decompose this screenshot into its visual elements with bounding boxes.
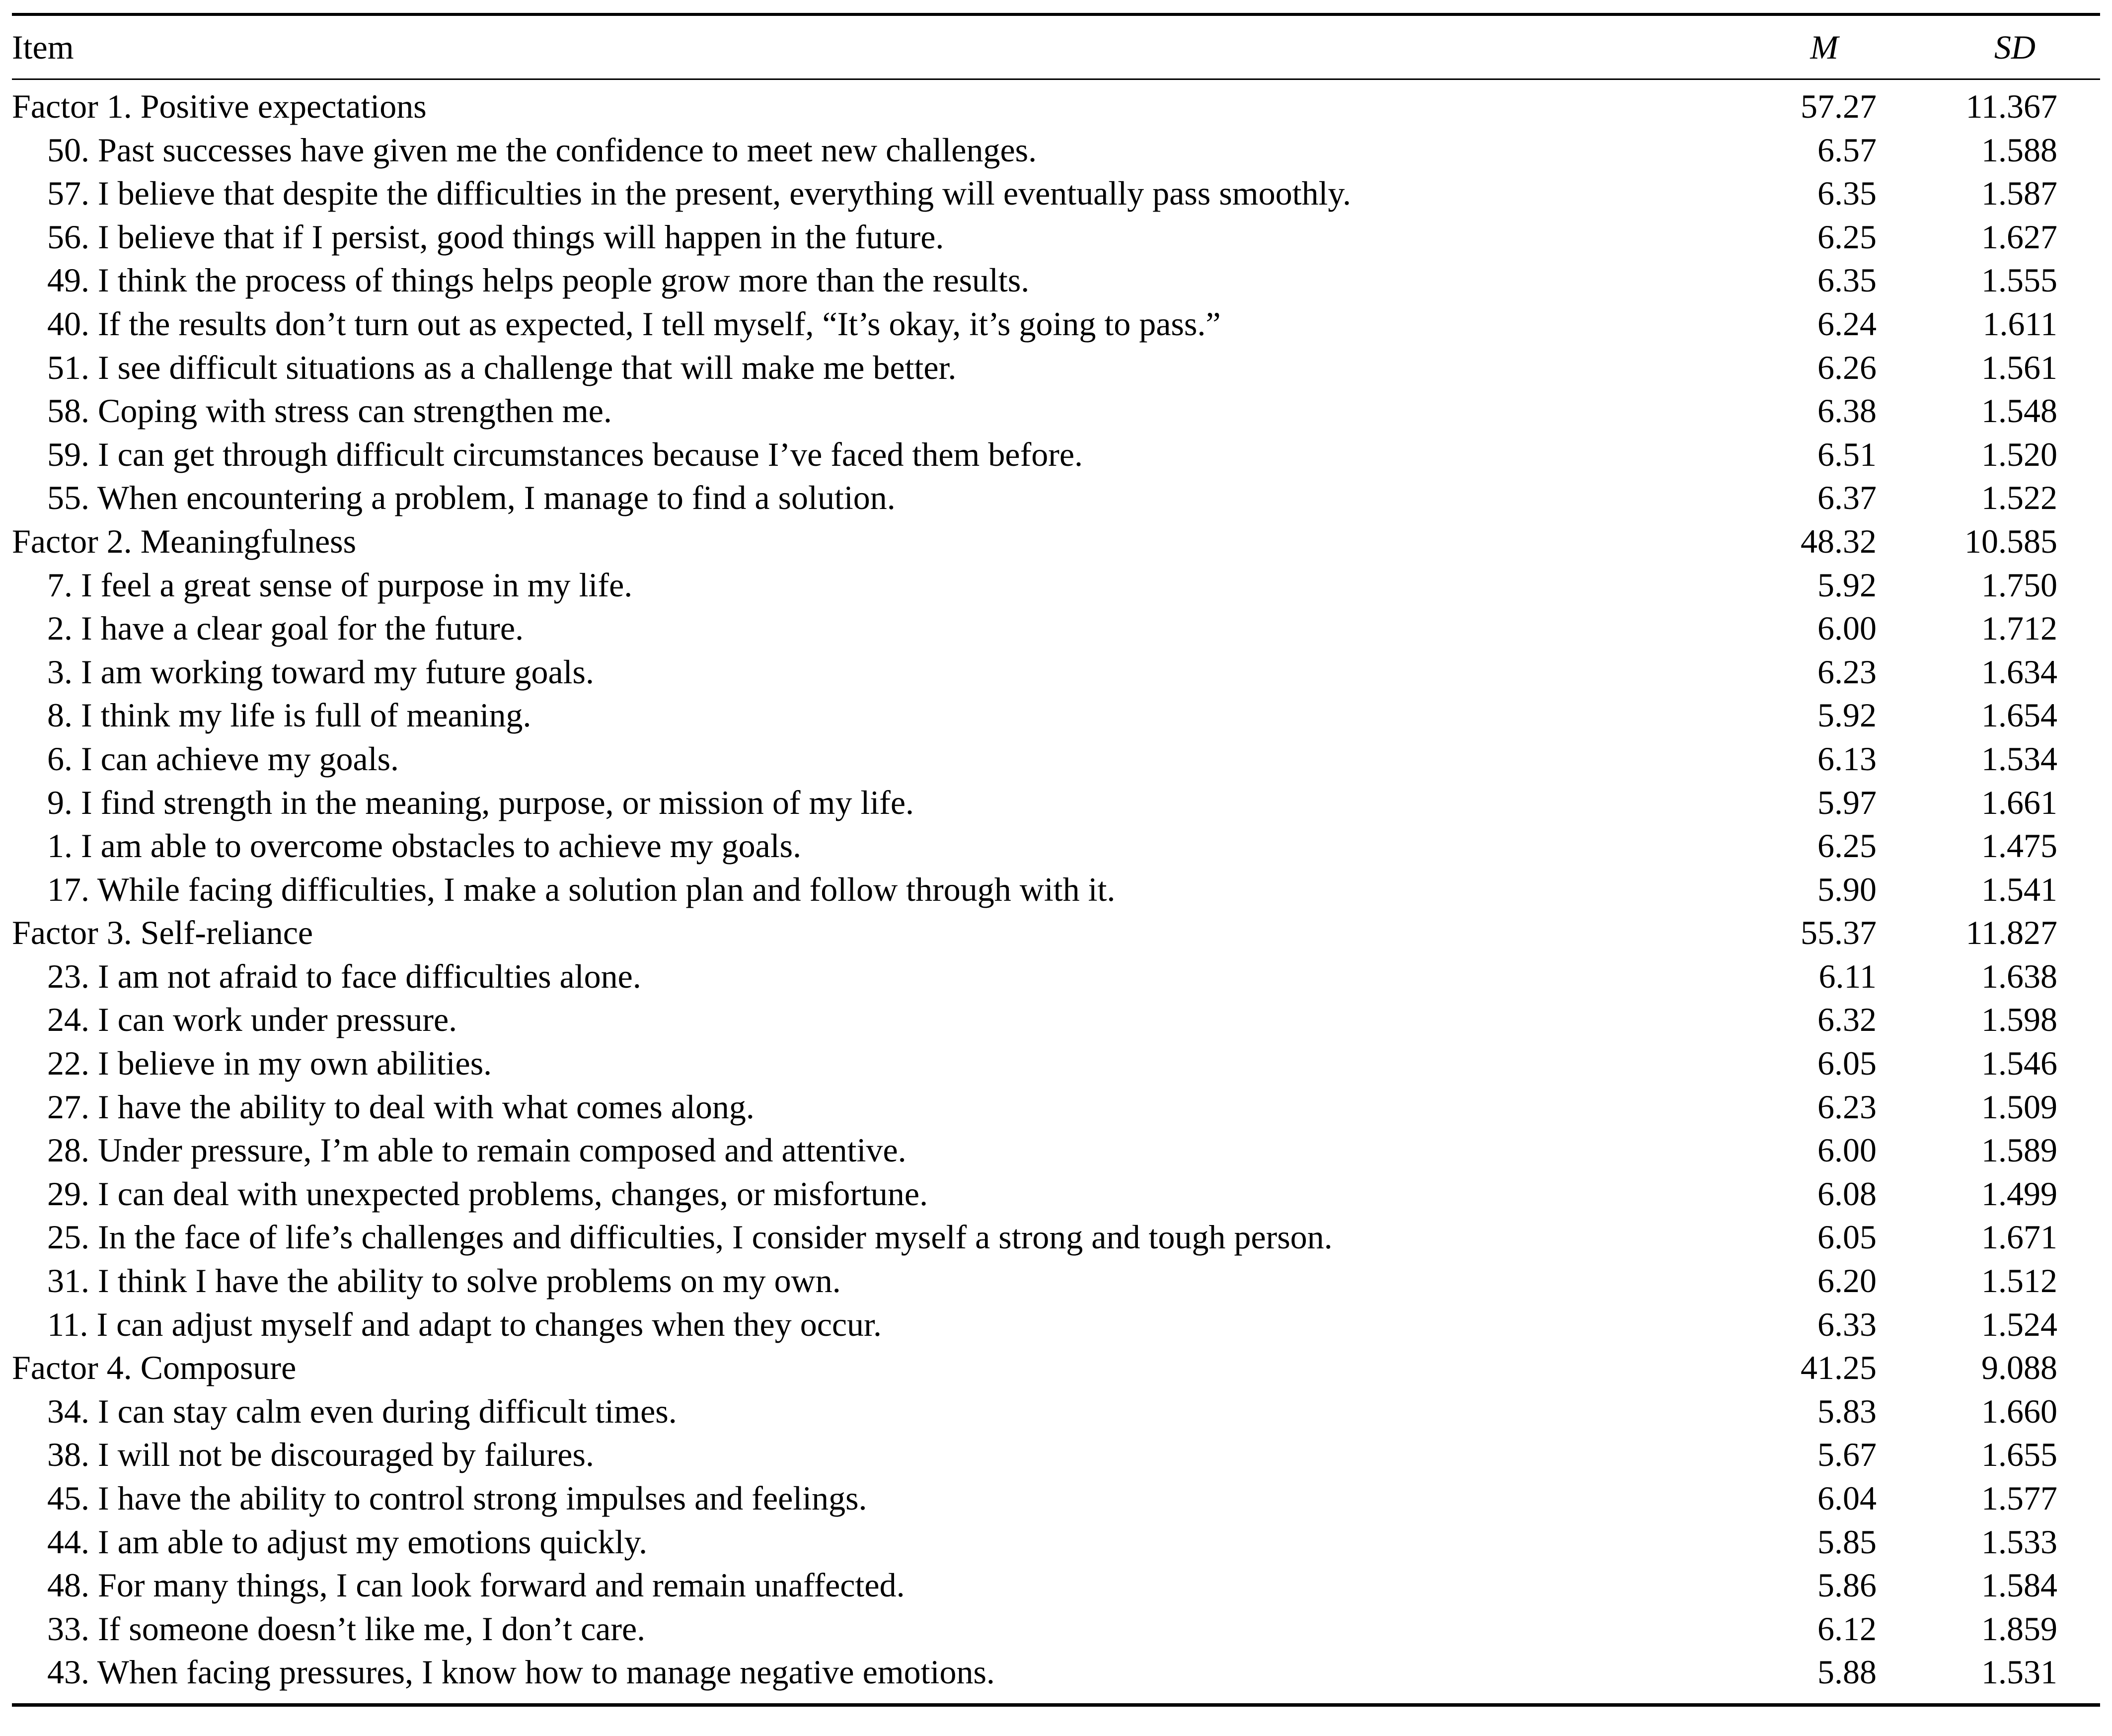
mean-value: 6.26	[1817, 348, 1877, 386]
factor-label: Factor 1. Positive expectations	[12, 87, 427, 125]
sd-value: 1.555	[1981, 261, 2057, 299]
mean-value: 6.24	[1817, 304, 1877, 343]
sd-value: 1.531	[1981, 1653, 2057, 1691]
header-item: Item	[12, 28, 74, 66]
mean-value: 48.32	[1801, 522, 1877, 560]
table-row	[12, 346, 2100, 390]
table-row	[12, 1477, 2100, 1520]
table-row	[12, 259, 2100, 302]
table-row	[12, 216, 2100, 259]
table-row	[12, 651, 2100, 694]
item-text: 25. In the face of life’s challenges and difficulties, I consider myself a strong and tough person.	[47, 1218, 1333, 1256]
sd-value: 1.548	[1981, 392, 2057, 430]
table-row	[12, 737, 2100, 781]
table-row	[12, 476, 2100, 520]
item-text: 40. If the results don’t turn out as expected, I tell myself, “It’s okay, it’s going to pass.”	[47, 304, 1221, 343]
item-text: 49. I think the process of things helps people grow more than the results.	[47, 261, 1030, 299]
item-text: 22. I believe in my own abilities.	[47, 1044, 492, 1083]
table-row	[12, 1390, 2100, 1434]
item-text: 23. I am not afraid to face difficulties alone.	[47, 957, 641, 995]
mean-value: 6.13	[1817, 739, 1877, 778]
table-row	[12, 1520, 2100, 1564]
item-text: 17. While facing difficulties, I make a solution plan and follow through with it.	[47, 870, 1116, 908]
mean-value: 5.67	[1817, 1436, 1877, 1474]
sd-value: 1.533	[1981, 1522, 2057, 1561]
item-text: 45. I have the ability to control strong impulses and feelings.	[47, 1479, 867, 1517]
item-text: 34. I can stay calm even during difficult times.	[47, 1392, 677, 1430]
header-mean: M	[1810, 28, 1838, 66]
sd-value: 1.509	[1981, 1087, 2057, 1126]
item-text: 2. I have a clear goal for the future.	[47, 609, 524, 648]
item-text: 51. I see difficult situations as a challenge that will make me better.	[47, 348, 957, 386]
mean-value: 41.25	[1801, 1349, 1877, 1387]
table-row	[12, 607, 2100, 651]
sd-value: 1.475	[1981, 827, 2057, 865]
table-row	[12, 1259, 2100, 1303]
item-text: 58. Coping with stress can strengthen me.	[47, 392, 612, 430]
item-text: 57. I believe that despite the difficulties in the present, everything will eventually pass smoothly.	[47, 174, 1351, 213]
table-row	[12, 1172, 2100, 1216]
table-row	[12, 781, 2100, 825]
sd-value: 1.512	[1981, 1262, 2057, 1300]
mean-value: 5.83	[1817, 1392, 1877, 1430]
sd-value: 11.827	[1965, 914, 2057, 952]
sd-value: 1.654	[1981, 696, 2057, 734]
mean-value: 57.27	[1801, 87, 1877, 125]
mean-value: 6.00	[1817, 609, 1877, 648]
table-body	[12, 80, 2100, 1703]
table-row	[12, 389, 2100, 433]
mean-value: 6.00	[1817, 1131, 1877, 1169]
sd-value: 1.859	[1981, 1609, 2057, 1648]
sd-value: 1.660	[1981, 1392, 2057, 1430]
mean-value: 5.86	[1817, 1566, 1877, 1604]
sd-value: 1.598	[1981, 1001, 2057, 1039]
factor-label: Factor 3. Self-reliance	[12, 914, 313, 952]
mean-value: 6.05	[1817, 1218, 1877, 1256]
sd-value: 11.367	[1965, 87, 2057, 125]
mean-value: 5.97	[1817, 783, 1877, 821]
mean-value: 6.35	[1817, 261, 1877, 299]
sd-value: 1.499	[1981, 1174, 2057, 1213]
table-row	[12, 1303, 2100, 1347]
mean-value: 6.23	[1817, 1087, 1877, 1126]
table-row	[12, 1085, 2100, 1129]
item-text: 11. I can adjust myself and adapt to changes when they occur.	[47, 1305, 882, 1343]
table-row	[12, 1564, 2100, 1607]
header-sd: SD	[1994, 28, 2036, 66]
table-row	[12, 998, 2100, 1042]
sd-value: 1.627	[1981, 217, 2057, 256]
item-text: 1. I am able to overcome obstacles to achieve my goals.	[47, 827, 802, 865]
sd-value: 1.661	[1981, 783, 2057, 821]
factor-row	[12, 911, 2100, 955]
table-row	[12, 1216, 2100, 1259]
mean-value: 6.08	[1817, 1174, 1877, 1213]
table-row	[12, 129, 2100, 172]
mean-value: 6.57	[1817, 131, 1877, 169]
descriptive-statistics-table	[12, 13, 2100, 1707]
item-text: 56. I believe that if I persist, good things will happen in the future.	[47, 217, 944, 256]
sd-value: 10.585	[1964, 522, 2057, 560]
mean-value: 5.92	[1817, 696, 1877, 734]
sd-value: 1.524	[1981, 1305, 2057, 1343]
mean-value: 6.25	[1817, 217, 1877, 256]
table-row	[12, 172, 2100, 216]
factor-row	[12, 520, 2100, 564]
mean-value: 6.38	[1817, 392, 1877, 430]
item-text: 55. When encountering a problem, I manage to find a solution.	[47, 479, 896, 517]
sd-value: 1.638	[1981, 957, 2057, 995]
sd-value: 1.522	[1981, 479, 2057, 517]
sd-value: 9.088	[1981, 1349, 2057, 1387]
table-row	[12, 1651, 2100, 1694]
mean-value: 6.35	[1817, 174, 1877, 213]
item-text: 48. For many things, I can look forward and remain unaffected.	[47, 1566, 905, 1604]
mean-value: 5.90	[1817, 870, 1877, 908]
mean-value: 6.33	[1817, 1305, 1877, 1343]
item-text: 7. I feel a great sense of purpose in my life.	[47, 566, 633, 604]
mean-value: 55.37	[1801, 914, 1877, 952]
mean-value: 6.32	[1817, 1001, 1877, 1039]
table-row	[12, 694, 2100, 737]
sd-value: 1.541	[1981, 870, 2057, 908]
mean-value: 6.12	[1817, 1609, 1877, 1648]
factor-row	[12, 1346, 2100, 1390]
mean-value: 6.51	[1817, 435, 1877, 473]
item-text: 38. I will not be discouraged by failures.	[47, 1436, 594, 1474]
item-text: 27. I have the ability to deal with what comes along.	[47, 1087, 754, 1126]
table-row	[12, 302, 2100, 346]
sd-value: 1.520	[1981, 435, 2057, 473]
sd-value: 1.587	[1981, 174, 2057, 213]
sd-value: 1.584	[1981, 1566, 2057, 1604]
mean-value: 6.37	[1817, 479, 1877, 517]
table-row	[12, 868, 2100, 912]
item-text: 24. I can work under pressure.	[47, 1001, 457, 1039]
item-text: 59. I can get through difficult circumstances because I’ve faced them before.	[47, 435, 1083, 473]
mean-value: 6.25	[1817, 827, 1877, 865]
item-text: 3. I am working toward my future goals.	[47, 652, 594, 691]
mean-value: 6.04	[1817, 1479, 1877, 1517]
table-header-row	[12, 16, 2100, 78]
factor-label: Factor 4. Composure	[12, 1349, 297, 1387]
sd-value: 1.561	[1981, 348, 2057, 386]
sd-value: 1.750	[1981, 566, 2057, 604]
item-text: 43. When facing pressures, I know how to manage negative emotions.	[47, 1653, 995, 1691]
item-text: 9. I find strength in the meaning, purpose, or mission of my life.	[47, 783, 914, 821]
sd-value: 1.588	[1981, 131, 2057, 169]
table-row	[12, 824, 2100, 868]
table-row	[12, 433, 2100, 477]
sd-value: 1.534	[1981, 739, 2057, 778]
item-text: 28. Under pressure, I’m able to remain composed and attentive.	[47, 1131, 906, 1169]
mean-value: 5.88	[1817, 1653, 1877, 1691]
item-text: 29. I can deal with unexpected problems, changes, or misfortune.	[47, 1174, 928, 1213]
sd-value: 1.655	[1981, 1436, 2057, 1474]
sd-value: 1.611	[1982, 304, 2057, 343]
mean-value: 6.23	[1817, 652, 1877, 691]
table-bottom-rule	[12, 1703, 2100, 1707]
table-row	[12, 564, 2100, 607]
item-text: 31. I think I have the ability to solve problems on my own.	[47, 1262, 841, 1300]
item-text: 8. I think my life is full of meaning.	[47, 696, 531, 734]
sd-value: 1.712	[1981, 609, 2057, 648]
item-text: 44. I am able to adjust my emotions quickly.	[47, 1522, 648, 1561]
sd-value: 1.589	[1981, 1131, 2057, 1169]
factor-row	[12, 85, 2100, 129]
sd-value: 1.671	[1981, 1218, 2057, 1256]
sd-value: 1.577	[1981, 1479, 2057, 1517]
table-row	[12, 1607, 2100, 1651]
table-row	[12, 1433, 2100, 1477]
sd-value: 1.634	[1981, 652, 2057, 691]
mean-value: 6.11	[1818, 957, 1877, 995]
factor-label: Factor 2. Meaningfulness	[12, 522, 357, 560]
mean-value: 6.20	[1817, 1262, 1877, 1300]
table-row	[12, 955, 2100, 999]
item-text: 6. I can achieve my goals.	[47, 739, 399, 778]
table-row	[12, 1042, 2100, 1085]
mean-value: 5.85	[1817, 1522, 1877, 1561]
sd-value: 1.546	[1981, 1044, 2057, 1083]
mean-value: 6.05	[1817, 1044, 1877, 1083]
table-row	[12, 1129, 2100, 1172]
item-text: 33. If someone doesn’t like me, I don’t care.	[47, 1609, 646, 1648]
mean-value: 5.92	[1817, 566, 1877, 604]
item-text: 50. Past successes have given me the confidence to meet new challenges.	[47, 131, 1037, 169]
